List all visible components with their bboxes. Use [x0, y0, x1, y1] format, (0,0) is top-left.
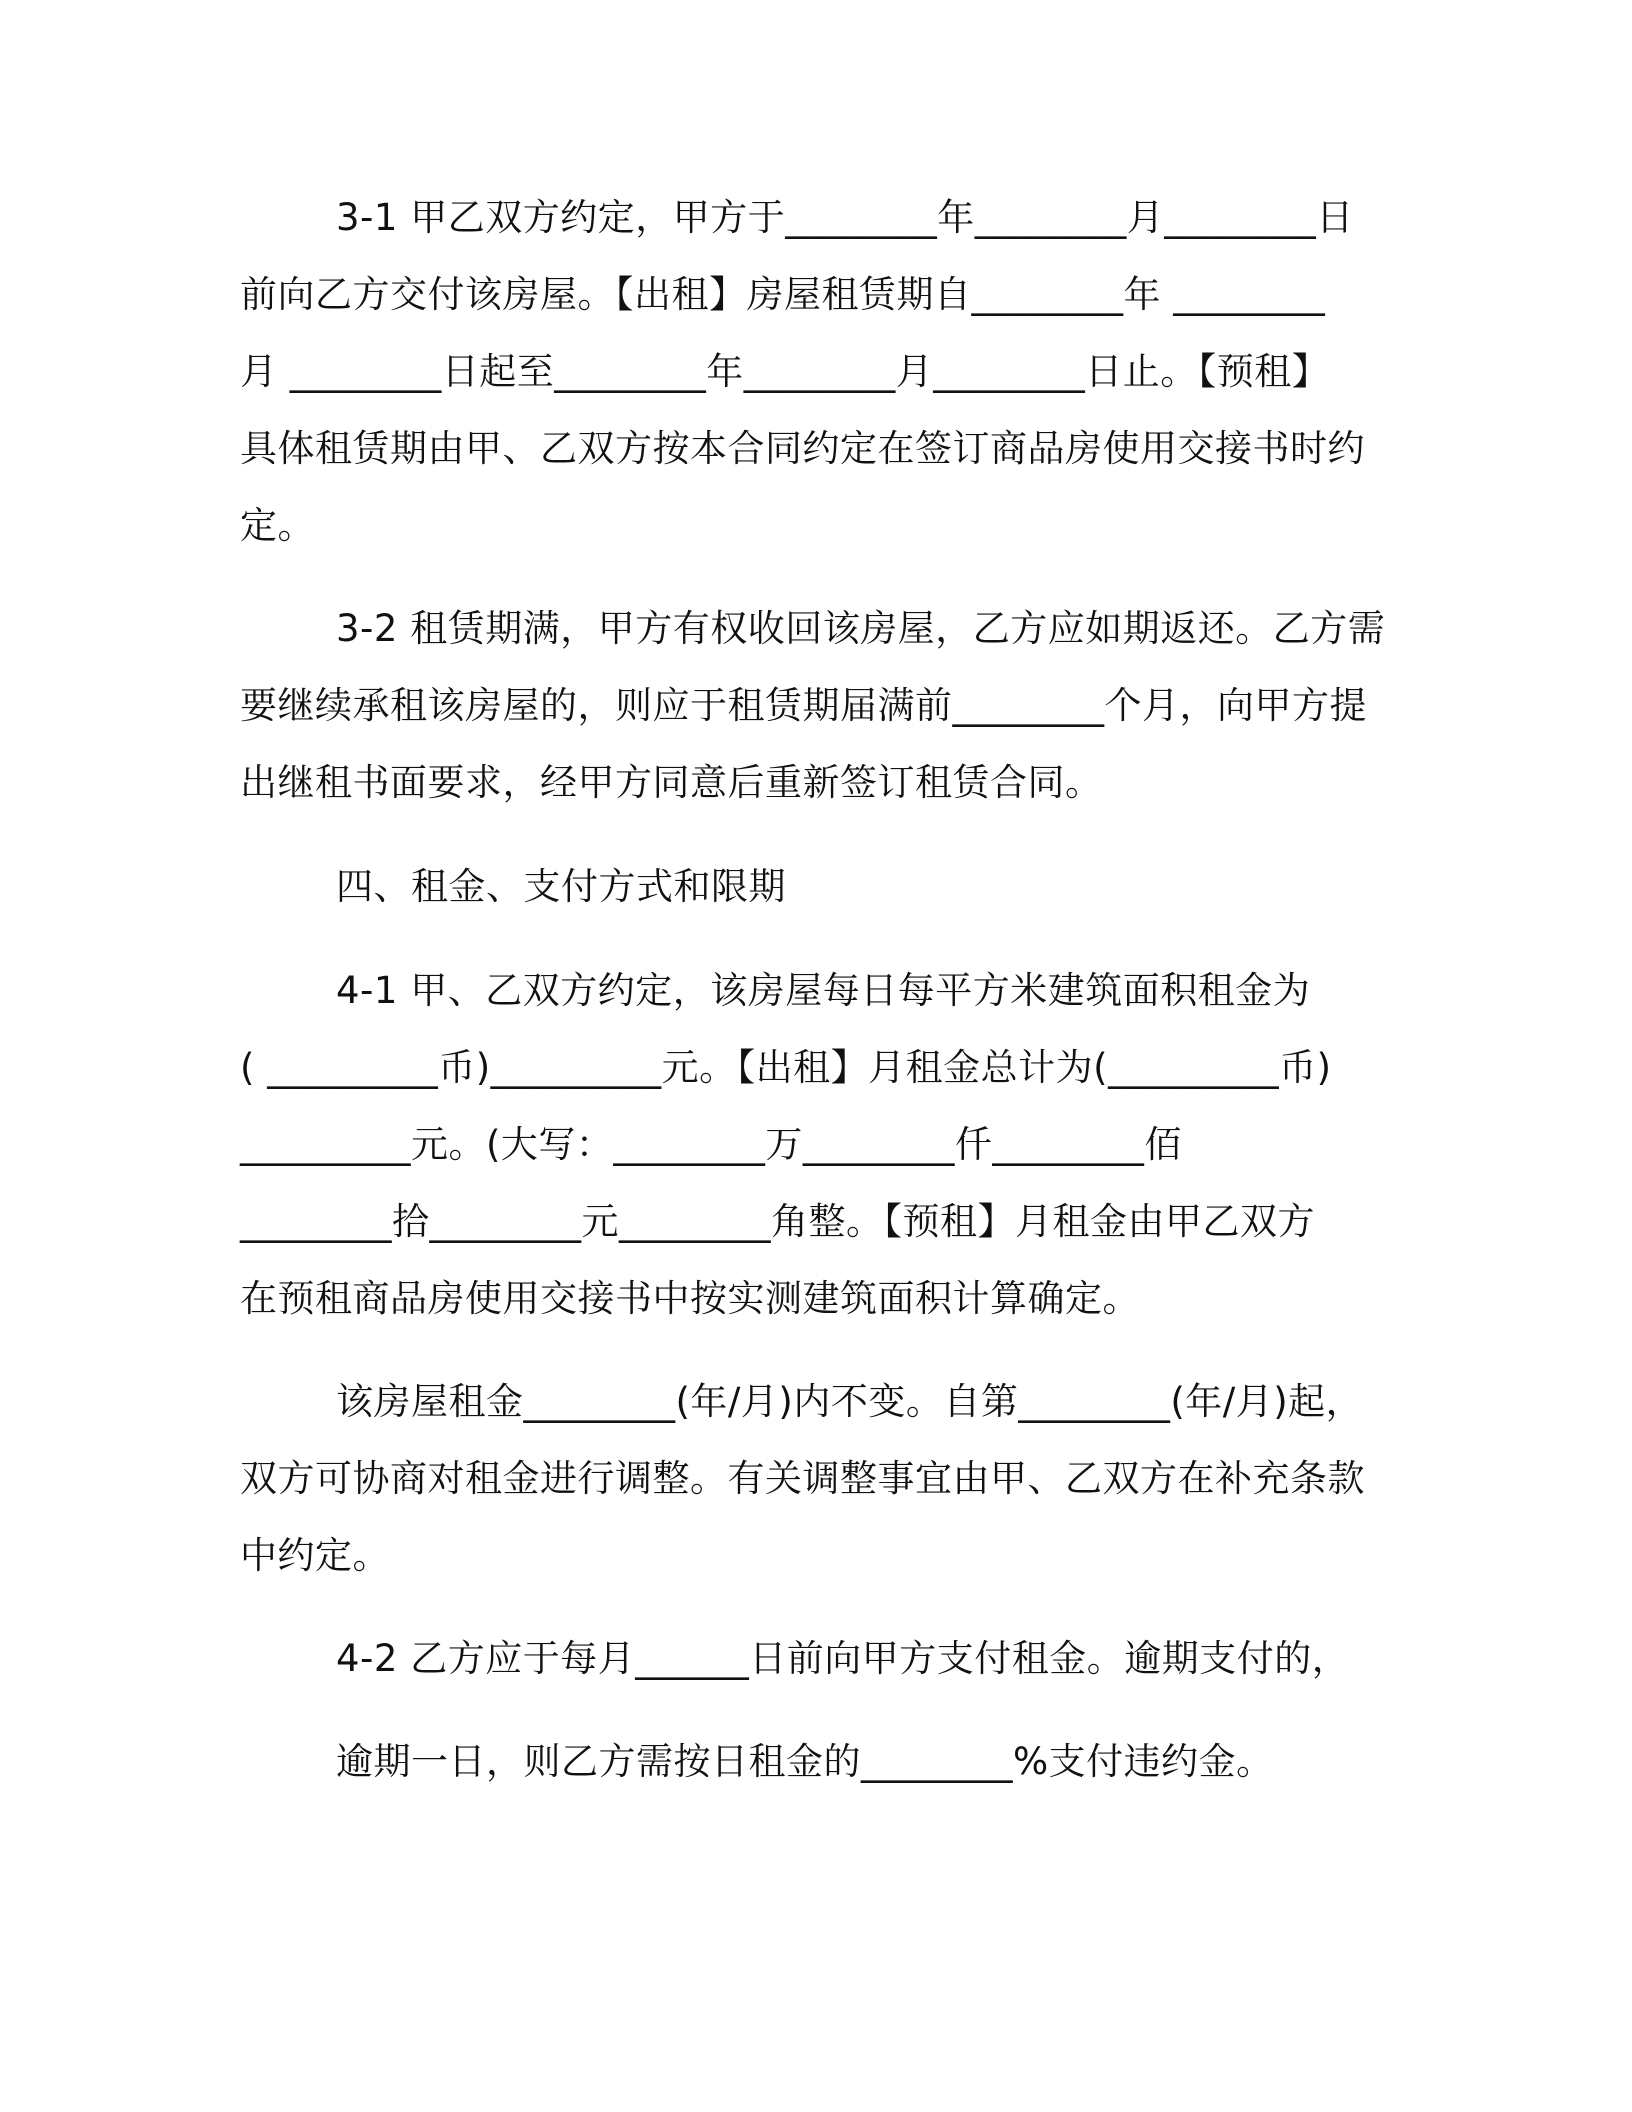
clause-4-2-line-2: 逾期一日，则乙方需按日租金的________%支付违约金。 [336, 1740, 1274, 1783]
clause-3-1-line-3: 月 ________日起至________年________月________日止。【预租】 [240, 350, 1330, 393]
clause-3-2-line-3: 出继租书面要求，经甲方同意后重新签订租赁合同。 [240, 761, 1103, 804]
clause-3-2-line-2: 要继续承租该房屋的，则应于租赁期届满前________个月，向甲方提 [240, 684, 1367, 727]
clause-3-2-line-1: 3-2 租赁期满，甲方有权收回该房屋，乙方应如期返还。乙方需 [336, 607, 1386, 650]
clause-4-1-line-5: 在预租商品房使用交接书中按实测建筑面积计算确定。 [240, 1277, 1140, 1320]
clause-4-1-line-3: _________元。(大写：________万________仟________佰 [240, 1123, 1182, 1166]
rent-fixed-line-1: 该房屋租金________(年/月)内不变。自第________(年/月)起， [336, 1380, 1364, 1423]
rent-fixed-line-3: 中约定。 [240, 1534, 390, 1577]
clause-3-1-line-2: 前向乙方交付该房屋。【出租】房屋租赁期自________年 ________ [240, 273, 1326, 316]
clause-4-1-line-4: ________拾________元________角整。【预租】月租金由甲乙双方 [240, 1200, 1315, 1243]
clause-3-1-line-4: 具体租赁期由甲、乙双方按本合同约定在签订商品房使用交接书时约 [240, 427, 1365, 470]
rent-fixed-line-2: 双方可协商对租金进行调整。有关调整事宜由甲、乙双方在补充条款 [240, 1457, 1365, 1500]
clause-3-1-line-5: 定。 [240, 504, 315, 547]
clause-4-1-line-2: ( _________币)_________元。【出租】月租金总计为(_________币) [240, 1046, 1332, 1089]
clause-3-1-line-1: 3-1 甲乙双方约定，甲方于________年________月________日 [336, 196, 1354, 239]
clause-4-1-line-1: 4-1 甲、乙双方约定，该房屋每日每平方米建筑面积租金为 [336, 969, 1311, 1012]
clause-4-2-line-1: 4-2 乙方应于每月______日前向甲方支付租金。逾期支付的， [336, 1637, 1350, 1680]
section-4-heading: 四、租金、支付方式和限期 [336, 865, 786, 908]
